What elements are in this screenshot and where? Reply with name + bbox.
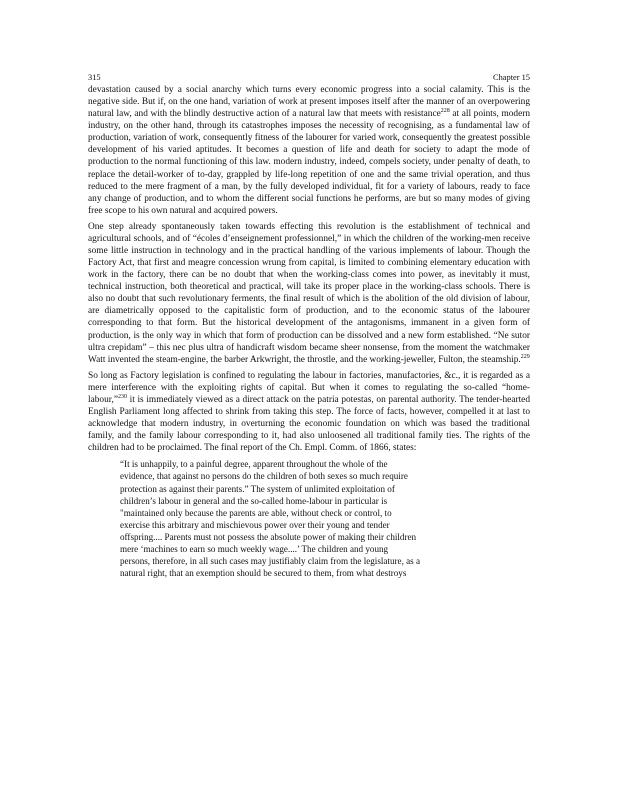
document-page [88, 72, 530, 579]
footnote-ref-228[interactable]: 228 [440, 108, 450, 115]
paragraph-text: it is immediately viewed as a direct attack on the patria potestas, on parental authority. The tender-hearted English Parliament long affected to shrink from taking this step. The force of facts, however, compelled it at last to acknowledge that modern industry, in overturning the economic foundation on which was based the traditional family, and the family labour corresponding to it, had also unloosened all traditional family ties. The rights of the children had to be proclaimed. The final report of the Ch. Empl. Comm. of 1866, states: [88, 394, 530, 454]
quote-line: offspring.... Parents must not possess the absolute power of making their children [120, 531, 417, 542]
footnote-ref-230[interactable]: 230 [117, 393, 127, 400]
quote-line: natural right, that an exemption should be secured to them, from what destroys [120, 568, 407, 579]
paragraph-text: So long as Factory legislation is confined to regulating the labour in factories, manufactories, &c., it is regarded as a mere interference with the exploiting rights of capital. But when it comes to regulating the so-called “home-labour,” [88, 370, 530, 405]
footnote-ref-229[interactable]: 229 [520, 353, 530, 360]
paragraph-technical-schools [88, 221, 530, 366]
paragraph-variation-of-work [88, 84, 530, 217]
paragraph-text: One step already spontaneously taken towards effecting this revolution is the establishment of technical and agricultural schools, and of “écoles d’enseignement professionnel,” in which the children of the working-men receive some little instruction in technology and in the practical handling of the various implements of labour. Though the Factory Act, that first and meagre concession wrung from capital, is limited to combining elementary education with work in the factory, there can be no doubt that when the working-class comes into power, as inevitably it must, technical instruction, both theoretical and practical, will take its proper place in the working-class schools. There is also no doubt that such revolutionary ferments, the final result of which is the abolition of the old division of labour, are diametrically opposed to the capitalistic form of production, and to the economic status of the labourer corresponding to that form. But the historical development of the antagonisms, immanent in a given form of production, is the only way in which that form of production can be dissolved and a new form established. “Ne sutor ultra crepidam” – this nec plus ultra of handicraft wisdom became sheer nonsense, from the moment the watchmaker Watt invented the steam-engine, the barber Arkwright, the throstle, and the working-jeweller, Fulton, the steamship. [88, 221, 530, 365]
quote-line: “It is unhappily, to a painful degree, apparent throughout the whole of the [120, 459, 388, 470]
quote-line: protection as against their parents.” The system of unlimited exploitation of [120, 483, 395, 494]
block-quote [120, 458, 490, 579]
quote-line: mere ‘machines to earn so much weekly wage....’ The children and young [120, 543, 389, 554]
quote-line: "maintained only because the parents are able, without check or control, to [120, 507, 392, 518]
paragraph-text: devastation caused by a social anarchy which turns every economic progress into a social calamity. This is the negative side. But if, on the one hand, variation of work at present imposes itself after the manner of an overpowering natural law, and with the blindly destructive action of a natural law that meets with resistance [88, 85, 530, 120]
quote-line: evidence, that against no persons do the children of both sexes so much require [120, 471, 408, 482]
paragraph-factory-legislation [88, 370, 530, 455]
quote-line: children’s labour in general and the so-called home-labour in particular is [120, 495, 388, 506]
running-header [88, 72, 530, 83]
chapter-label: Chapter 15 [493, 73, 530, 82]
quote-line: persons, therefore, in all such cases may justifiably claim from the legislature, as a [120, 555, 420, 566]
page-number: 315 [88, 73, 101, 82]
paragraph-text: at all points, modern industry, on the other hand, through its catastrophes imposes the necessity of recognising, as a fundamental law of production, variation of work, consequently fitness of the labourer for varied work, consequently the greatest possible development of his varied aptitudes. It becomes a question of life and death for society to adapt the mode of production to the normal functioning of this law. modern industry, indeed, compels society, under penalty of death, to replace the detail-worker of to-day, grappled by life-long repetition of one and the same trivial operation, and thus reduced to the mere fragment of a man, by the fully developed individual, fit for a variety of labours, ready to face any change of production, and to whom the different social functions he performs, are but so many modes of giving free scope to his own natural and acquired powers. [88, 109, 530, 216]
quote-line: exercise this arbitrary and mischievous power over their young and tender [120, 519, 390, 530]
